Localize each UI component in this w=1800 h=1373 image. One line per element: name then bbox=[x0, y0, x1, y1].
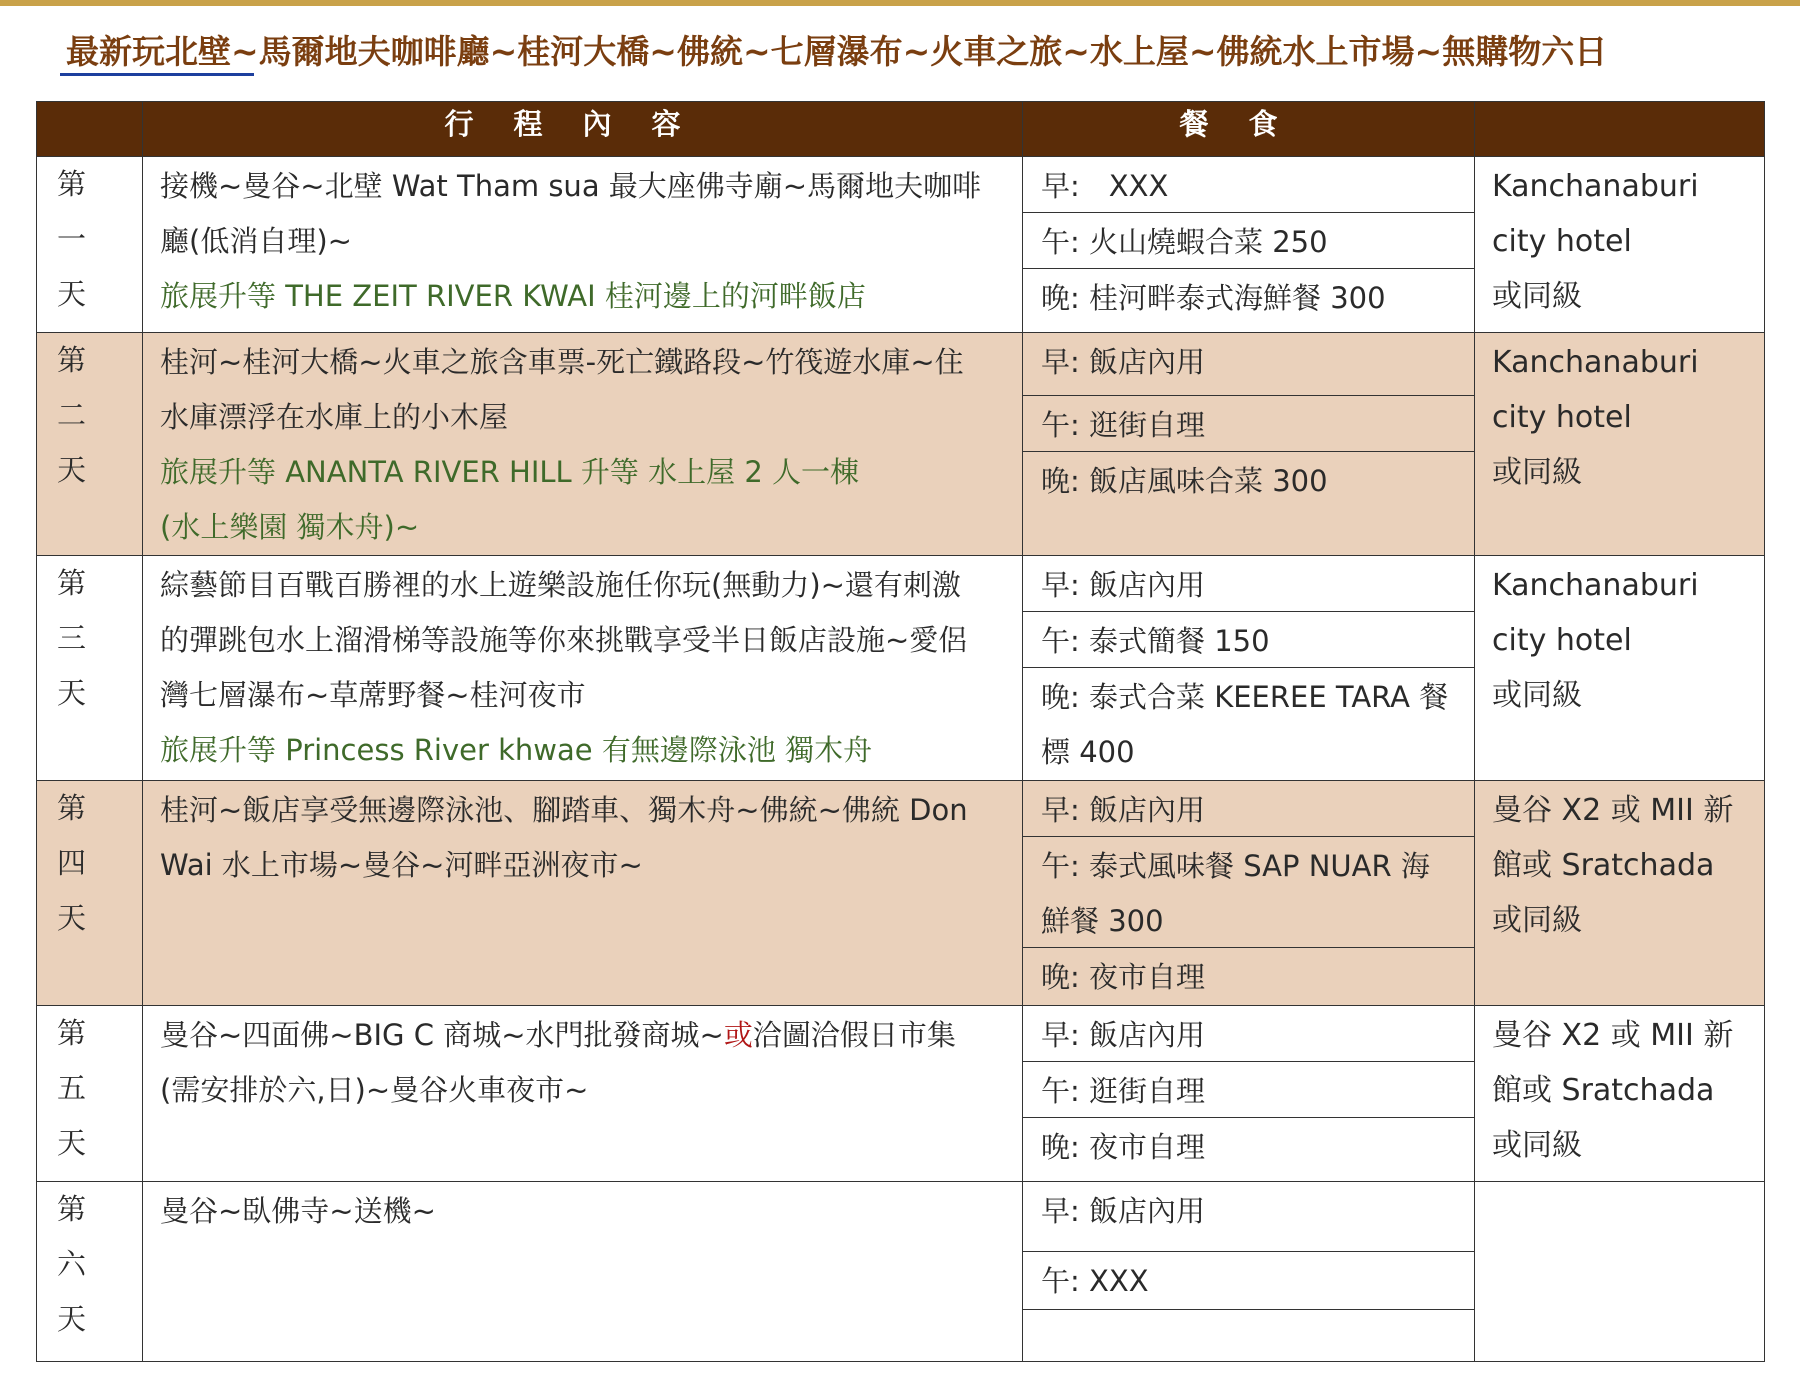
hotel-line: 曼谷 X2 或 MII 新 bbox=[1492, 793, 1734, 828]
meal-lunch: 午: XXX bbox=[1023, 1252, 1474, 1310]
hotel-cell bbox=[1475, 1006, 1765, 1182]
itinerary-line: (需安排於六,日)~曼谷火車夜市~ bbox=[160, 1073, 589, 1107]
meals-cell bbox=[1023, 556, 1475, 781]
itinerary-line: 接機~曼谷~北壁 Wat Tham sua 最大座佛寺廟~馬爾地夫咖啡 bbox=[160, 169, 982, 203]
itinerary-line: 曼谷~臥佛寺~送機~ bbox=[160, 1194, 436, 1228]
day-char: 天 bbox=[57, 277, 87, 311]
meal-lunch: 午: 泰式簡餐 150 bbox=[1023, 612, 1474, 668]
day-cell bbox=[37, 157, 143, 333]
hotel-line: 館或 Sratchada bbox=[1492, 1073, 1715, 1108]
itinerary-prefix: 曼谷~四面佛~BIG C 商城~水門批發商城~ bbox=[160, 1018, 724, 1052]
meal-lunch: 午: 泰式風味餐 SAP NUAR 海鮮餐 300 bbox=[1023, 837, 1474, 948]
meal-dinner: 晚: 桂河畔泰式海鮮餐 300 bbox=[1041, 281, 1386, 315]
header-hotel bbox=[1475, 102, 1765, 157]
hotel-line: city hotel bbox=[1492, 224, 1632, 259]
itinerary-line bbox=[160, 1008, 1006, 1063]
day-cell bbox=[37, 1182, 143, 1362]
meal-dinner: 晚: 夜市自理 bbox=[1041, 960, 1205, 994]
meal-breakfast: 早: 飯店內用 bbox=[1023, 1006, 1474, 1062]
itinerary-cell bbox=[143, 333, 1023, 556]
meal-lunch: 午: 逛街自理 bbox=[1023, 396, 1474, 452]
day-char: 六 bbox=[57, 1247, 87, 1281]
day-char: 天 bbox=[57, 901, 87, 935]
table-row bbox=[37, 157, 1765, 333]
table-row bbox=[37, 1006, 1765, 1182]
day-cell bbox=[37, 333, 143, 556]
hotel-cell bbox=[1475, 781, 1765, 1006]
meal-breakfast: 早: XXX bbox=[1023, 157, 1474, 213]
upgrade-line: (水上樂園 獨木舟)~ bbox=[160, 510, 420, 544]
meals-cell bbox=[1023, 781, 1475, 1006]
meals-cell bbox=[1023, 157, 1475, 333]
table-row bbox=[37, 556, 1765, 781]
itinerary-cell bbox=[143, 1182, 1023, 1362]
itinerary-highlight: 或 bbox=[723, 1018, 753, 1052]
meals-cell bbox=[1023, 1006, 1475, 1182]
itinerary-line: 廳(低消自理)~ bbox=[160, 224, 352, 258]
itinerary-cell bbox=[143, 556, 1023, 781]
table-row bbox=[37, 1182, 1765, 1362]
day-char: 第 bbox=[57, 566, 87, 600]
top-accent-bar bbox=[0, 0, 1800, 6]
table-row bbox=[37, 333, 1765, 556]
title-underline bbox=[60, 73, 254, 76]
meal-breakfast: 早: 飯店內用 bbox=[1023, 333, 1474, 396]
day-char: 三 bbox=[57, 621, 87, 655]
day-char: 第 bbox=[57, 167, 87, 201]
itinerary-cell bbox=[143, 157, 1023, 333]
day-char: 二 bbox=[57, 398, 87, 432]
day-char: 第 bbox=[57, 1192, 87, 1226]
itinerary-line: 桂河~桂河大橋~火車之旅含車票-死亡鐵路段~竹筏遊水庫~住 bbox=[160, 345, 964, 379]
day-char: 一 bbox=[57, 222, 87, 256]
upgrade-line: 旅展升等 ANANTA RIVER HILL 升等 水上屋 2 人一棟 bbox=[160, 455, 860, 489]
day-char: 天 bbox=[57, 453, 87, 487]
itinerary-line: 灣七層瀑布~草蓆野餐~桂河夜市 bbox=[160, 678, 586, 712]
meal-breakfast: 早: 飯店內用 bbox=[1023, 1182, 1474, 1252]
upgrade-line: 旅展升等 Princess River khwae 有無邊際泳池 獨木舟 bbox=[160, 733, 873, 767]
hotel-cell bbox=[1475, 556, 1765, 781]
day-char: 第 bbox=[57, 343, 87, 377]
itinerary-table bbox=[36, 101, 1765, 1362]
hotel-line: 館或 Sratchada bbox=[1492, 848, 1715, 883]
meal-dinner: 晚: 飯店風味合菜 300 bbox=[1041, 464, 1328, 498]
day-cell bbox=[37, 556, 143, 781]
header-day bbox=[37, 102, 143, 157]
upgrade-line: 旅展升等 THE ZEIT RIVER KWAI 桂河邊上的河畔飯店 bbox=[160, 279, 866, 313]
itinerary-line: 水庫漂浮在水庫上的小木屋 bbox=[160, 400, 509, 434]
day-cell bbox=[37, 781, 143, 1006]
meal-dinner: 晚: 泰式合菜 KEEREE TARA 餐標 400 bbox=[1041, 680, 1449, 769]
hotel-line: Kanchanaburi bbox=[1492, 345, 1699, 380]
itinerary-line: Wai 水上市場~曼谷~河畔亞洲夜市~ bbox=[160, 848, 643, 882]
hotel-line: 或同級 bbox=[1492, 455, 1582, 490]
page-title: 最新玩北壁~馬爾地夫咖啡廳~桂河大橋~佛統~七層瀑布~火車之旅~水上屋~佛統水上市場~無購物六日 bbox=[66, 32, 1608, 71]
meals-cell bbox=[1023, 333, 1475, 556]
meal-dinner: 晚: 夜市自理 bbox=[1041, 1130, 1205, 1164]
day-char: 第 bbox=[57, 791, 87, 825]
hotel-line: Kanchanaburi bbox=[1492, 169, 1699, 204]
day-char: 天 bbox=[57, 676, 87, 710]
hotel-line: city hotel bbox=[1492, 400, 1632, 435]
table-header-row bbox=[37, 102, 1765, 157]
hotel-cell bbox=[1475, 333, 1765, 556]
itinerary-line: 桂河~飯店享受無邊際泳池、腳踏車、獨木舟~佛統~佛統 Don bbox=[160, 793, 968, 827]
header-meals: 餐食 bbox=[1023, 102, 1475, 157]
day-char: 天 bbox=[57, 1126, 87, 1160]
day-char: 五 bbox=[57, 1071, 87, 1105]
hotel-line: 曼谷 X2 或 MII 新 bbox=[1492, 1018, 1734, 1053]
day-char: 四 bbox=[57, 846, 87, 880]
meal-lunch: 午: 逛街自理 bbox=[1023, 1062, 1474, 1118]
itinerary-cell bbox=[143, 1006, 1023, 1182]
hotel-line: 或同級 bbox=[1492, 903, 1582, 938]
meal-lunch: 午: 火山燒蝦合菜 250 bbox=[1023, 213, 1474, 269]
hotel-cell bbox=[1475, 1182, 1765, 1362]
hotel-line: city hotel bbox=[1492, 623, 1632, 658]
itinerary-line: 的彈跳包水上溜滑梯等設施等你來挑戰享受半日飯店設施~愛侶 bbox=[160, 623, 968, 657]
meal-breakfast: 早: 飯店內用 bbox=[1023, 556, 1474, 612]
meal-breakfast: 早: 飯店內用 bbox=[1023, 781, 1474, 837]
day-char: 天 bbox=[57, 1302, 87, 1336]
day-char: 第 bbox=[57, 1016, 87, 1050]
meal-dinner bbox=[1023, 1310, 1474, 1312]
meals-cell bbox=[1023, 1182, 1475, 1362]
hotel-line: 或同級 bbox=[1492, 678, 1582, 713]
table-row bbox=[37, 781, 1765, 1006]
itinerary-cell bbox=[143, 781, 1023, 1006]
hotel-line: 或同級 bbox=[1492, 279, 1582, 314]
day-cell bbox=[37, 1006, 143, 1182]
hotel-line: Kanchanaburi bbox=[1492, 568, 1699, 603]
itinerary-line: 綜藝節目百戰百勝裡的水上遊樂設施任你玩(無動力)~還有刺激 bbox=[160, 568, 961, 602]
header-itinerary: 行程內容 bbox=[143, 102, 1023, 157]
hotel-cell bbox=[1475, 157, 1765, 333]
itinerary-suffix: 洽圖洽假日市集 bbox=[752, 1018, 956, 1052]
hotel-line: 或同級 bbox=[1492, 1128, 1582, 1163]
